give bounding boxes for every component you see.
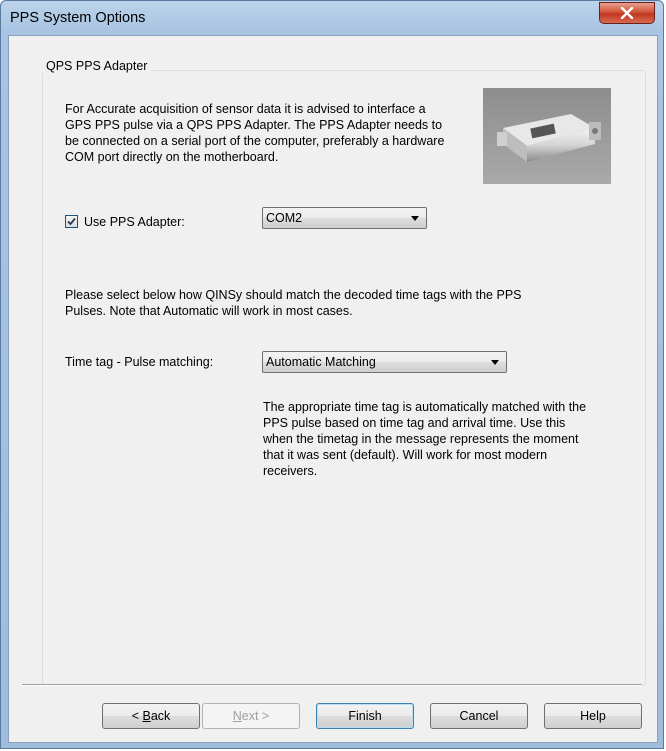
description-line: receivers. bbox=[263, 464, 318, 478]
use-pps-adapter-checkbox[interactable] bbox=[65, 215, 78, 228]
footer-separator bbox=[22, 684, 642, 686]
intro-text bbox=[65, 101, 444, 165]
title-bar[interactable] bbox=[1, 1, 665, 35]
intro-line: be connected on a serial port of the computer, preferably a hardware bbox=[65, 134, 445, 148]
help-button[interactable]: Help bbox=[544, 703, 642, 729]
description-line: The appropriate time tag is automatically matched with the bbox=[263, 400, 587, 414]
description-line: PPS pulse based on time tag and arrival time. Use this bbox=[263, 416, 566, 430]
close-button[interactable] bbox=[599, 2, 655, 24]
com-port-dropdown[interactable] bbox=[262, 207, 427, 229]
window-title: PPS System Options bbox=[10, 10, 146, 26]
matching-info-text bbox=[65, 287, 522, 319]
next-mnemonic: N bbox=[232, 709, 242, 723]
matching-description bbox=[263, 399, 586, 479]
time-tag-matching-value: Automatic Matching bbox=[266, 355, 376, 369]
checkmark-icon bbox=[66, 216, 77, 227]
back-mnemonic: B bbox=[142, 709, 151, 723]
next-button[interactable] bbox=[202, 703, 300, 729]
cancel-button[interactable]: Cancel bbox=[430, 703, 528, 729]
description-line: when the timetag in the message represents the moment bbox=[263, 432, 579, 446]
finish-button[interactable]: Finish bbox=[316, 703, 414, 729]
group-label: QPS PPS Adapter bbox=[42, 59, 151, 73]
pps-adapter-image bbox=[483, 88, 611, 184]
intro-line: COM port directly on the motherboard. bbox=[65, 150, 279, 164]
chevron-down-icon bbox=[411, 216, 419, 221]
time-tag-label: Time tag - Pulse matching: bbox=[65, 355, 214, 369]
time-tag-matching-dropdown[interactable] bbox=[262, 351, 507, 373]
matching-info-line: Pulses. Note that Automatic will work in most cases. bbox=[65, 304, 353, 318]
close-icon bbox=[600, 3, 654, 23]
intro-line: For Accurate acquisition of sensor data it is advised to interface a bbox=[65, 102, 426, 116]
chevron-down-icon bbox=[491, 360, 499, 365]
com-port-value: COM2 bbox=[266, 211, 303, 225]
description-line: that it was sent (default). Will work for most modern bbox=[263, 448, 548, 462]
back-prefix: < bbox=[131, 709, 143, 723]
back-button[interactable] bbox=[102, 703, 200, 729]
use-pps-adapter-label[interactable]: Use PPS Adapter: bbox=[84, 215, 185, 229]
matching-info-line: Please select below how QINSy should match the decoded time tags with the PPS bbox=[65, 288, 522, 302]
intro-line: GPS PPS pulse via a QPS PPS Adapter. The PPS Adapter needs to bbox=[65, 118, 443, 132]
back-rest: ack bbox=[150, 709, 171, 723]
next-rest: ext > bbox=[241, 709, 270, 723]
